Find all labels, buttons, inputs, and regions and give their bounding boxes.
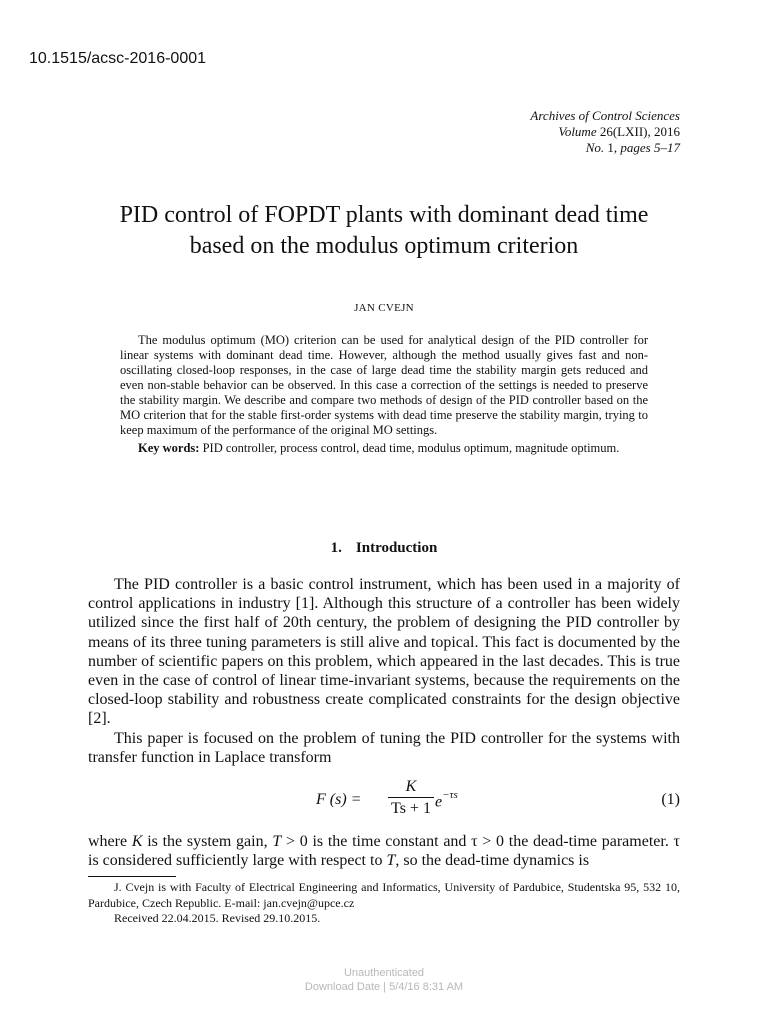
footnotes bbox=[88, 880, 680, 927]
keywords-label: Key words: bbox=[138, 441, 200, 455]
equation-denominator: Ts + 1 bbox=[391, 800, 431, 817]
equation-numerator: K bbox=[405, 778, 417, 795]
journal-volume: Volume 26(LXII), 2016 bbox=[558, 124, 680, 139]
fraction-bar bbox=[388, 797, 434, 798]
abstract bbox=[120, 333, 648, 456]
title-line-2: based on the modulus optimum criterion bbox=[189, 233, 579, 259]
footnote-affiliation: J. Cvejn is with Faculty of Electrical Engineering and Informatics, University of Pardubice, Studentska 95, 532 10, Pardubice, Czech Republic. E-mail: jan.cvejn@upce.cz bbox=[88, 880, 680, 910]
footnote-rule bbox=[88, 876, 176, 877]
section-heading bbox=[0, 540, 768, 557]
equation-lhs: F (s) = bbox=[316, 791, 362, 808]
keywords-text: PID controller, process control, dead time, modulus optimum, magnitude optimum. bbox=[199, 441, 620, 455]
paper-title bbox=[60, 200, 708, 262]
watermark-line-1: Unauthenticated bbox=[343, 967, 425, 979]
intro-body-continued bbox=[88, 832, 680, 870]
journal-name: Archives of Control Sciences bbox=[530, 108, 680, 123]
doi: 10.1515/acsc-2016-0001 bbox=[29, 50, 207, 67]
section-number: 1. bbox=[330, 540, 342, 556]
author: JAN CVEJN bbox=[354, 302, 414, 314]
equation-number: (1) bbox=[661, 791, 680, 808]
equation-exponential: $e^{-\tau s}$ bbox=[435, 789, 458, 811]
equation-exponent: −τs bbox=[442, 789, 458, 801]
download-watermark bbox=[0, 966, 768, 994]
journal-issue: No. 1, pages 5–17 bbox=[585, 140, 680, 155]
journal-header bbox=[530, 108, 680, 156]
abstract-text: The modulus optimum (MO) criterion can be used for analytical design of the PID controller for linear systems with dominant dead time. However, although the method usually gives fast and non-oscillating closed-loop responses, in the case of large dead time the stability margin gets reduced and even non-stable behavior can be observed. In this case a correction of the settings is needed to preserve the stability margin. We describe and compare two methods of design of the PID controller based on the MO criterion that for the stable first-order systems with dead time preserve the stability margin, trying to keep maximum of the performance of the original MO settings. bbox=[120, 333, 648, 437]
footnote-received: Received 22.04.2015. Revised 29.10.2015. bbox=[114, 911, 321, 925]
keywords bbox=[120, 441, 648, 456]
equation-1 bbox=[88, 778, 680, 822]
paragraph-1: The PID controller is a basic control instrument, which has been used in a majority of control applications in industry [1]. Although this structure of a controller has been widely utilized since the first half of 20th century, the problem of designing the PID controller by means of its three tuning parameters is still alive and topical. This fact is documented by the number of scientific papers on this problem, which appeared in the last decades. This is true even in the case of control of linear time-invariant systems, because the requirements on the closed-loop stability and robustness create complicated constraints for the design objective [2]. bbox=[88, 576, 680, 728]
intro-body bbox=[88, 575, 680, 767]
title-line-1: PID control of FOPDT plants with dominant dead time bbox=[119, 202, 649, 228]
paragraph-2: This paper is focused on the problem of tuning the PID controller for the systems with transfer function in Laplace transform bbox=[88, 729, 680, 766]
section-title: Introduction bbox=[355, 540, 438, 556]
paragraph-3: where K is the system gain, T > 0 is the time constant and τ > 0 the dead-time parameter. τ is considered sufficiently large with respect to T, so the dead-time dynamics is bbox=[88, 833, 680, 870]
equation-fraction bbox=[388, 778, 434, 818]
watermark-line-2: Download Date | 5/4/16 8:31 AM bbox=[304, 981, 464, 993]
